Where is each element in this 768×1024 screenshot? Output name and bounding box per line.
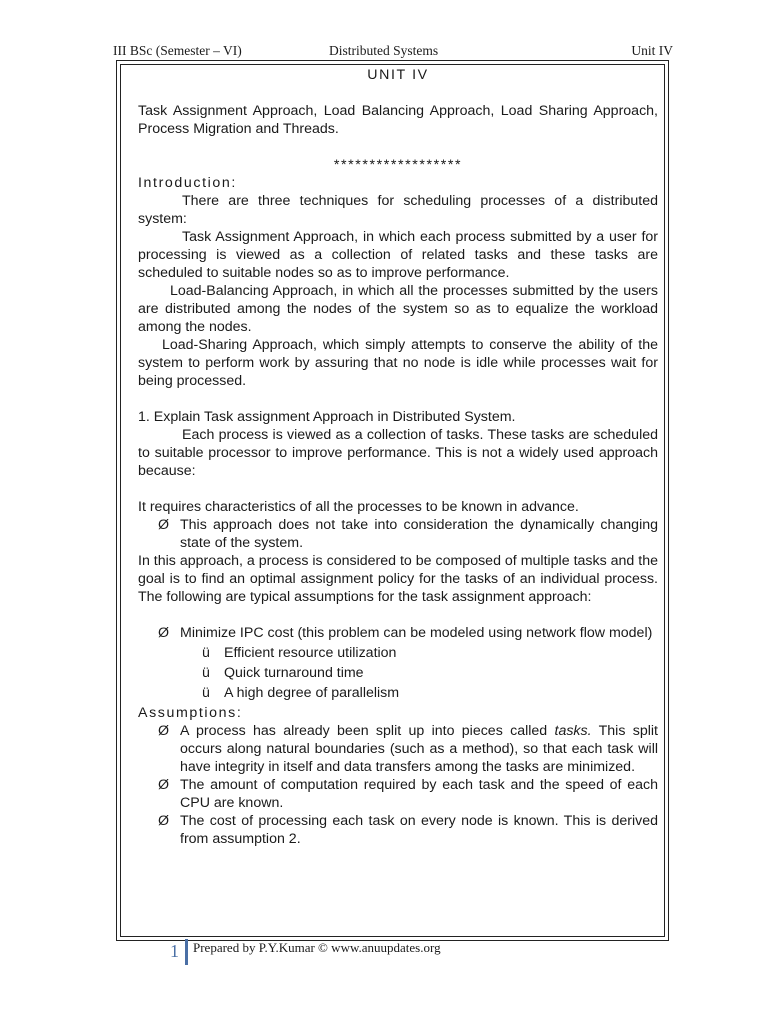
intro-paragraph-2: Task Assignment Approach, in which each process submitted by a user for processing is viewed as a collection of related tasks and these tasks are scheduled to suitable nodes so as to improve performance. xyxy=(138,229,658,281)
bullet-icon: Ø xyxy=(158,777,170,793)
page-content xyxy=(138,64,658,848)
topics-line: Task Assignment Approach, Load Balancing Approach, Load Sharing Approach, Process Migration and Threads. xyxy=(138,103,658,137)
header-subject: Distributed Systems xyxy=(329,43,439,58)
assumption-3: The cost of processing each task on every node is known. This is derived from assumption 2. xyxy=(180,813,658,847)
check-icon: ü xyxy=(202,645,210,661)
check-icon: ü xyxy=(202,665,210,681)
check-icon: ü xyxy=(202,685,210,701)
sub-list-item xyxy=(138,644,658,662)
assumption-1-text-rest: This split occurs along natural boundaries (such as a method), so that each task will have integrity in itself and data transfers among the tasks are minimized. xyxy=(180,723,658,775)
bullet-icon: Ø xyxy=(158,625,170,641)
unit-title: UNIT IV xyxy=(367,67,429,83)
sub-item-text: Quick turnaround time xyxy=(224,665,364,681)
assumptions-heading: Assumptions: xyxy=(138,705,243,721)
question-1-heading: 1. Explain Task assignment Approach in Distributed System. xyxy=(138,409,516,425)
list-item xyxy=(138,776,658,812)
separator: ****************** xyxy=(333,157,463,173)
intro-paragraph-3: Load-Balancing Approach, in which all the processes submitted by the users are distributed among the nodes of the system so as to equalize the workload among the nodes. xyxy=(138,283,658,335)
list-item xyxy=(138,516,658,552)
running-header xyxy=(113,43,673,61)
page-footer xyxy=(170,937,590,967)
sub-list-item xyxy=(138,684,658,702)
page-number: 1 xyxy=(170,941,179,961)
question-1-paragraph-1: Each process is viewed as a collection of tasks. These tasks are scheduled to suitable processor to improve performance. This is not a widely used approach because: xyxy=(138,427,658,479)
footer-credit: Prepared by P.Y.Kumar © www.anuupdates.org xyxy=(193,940,441,955)
question-1-paragraph-3: In this approach, a process is considered to be composed of multiple tasks and the goal is to find an optimal assignment policy for the tasks of an individual process. The following are typical assumptions for the task assignment approach: xyxy=(138,553,658,605)
bullet-icon: Ø xyxy=(158,517,170,533)
intro-paragraph-1: There are three techniques for scheduling processes of a distributed system: xyxy=(138,193,658,227)
bullet-icon: Ø xyxy=(158,723,170,739)
intro-heading: Introduction: xyxy=(138,175,237,191)
assumption-1 xyxy=(180,722,658,776)
list-item xyxy=(138,624,658,642)
bullet-text: This approach does not take into consideration the dynamically changing state of the system. xyxy=(180,517,658,551)
sub-list-item xyxy=(138,664,658,682)
assumption-1-emphasis: tasks. xyxy=(554,723,592,739)
header-course: III BSc (Semester – VI) xyxy=(113,43,242,58)
bullet-text: Minimize IPC cost (this problem can be modeled using network flow model) xyxy=(180,625,653,641)
assumption-2: The amount of computation required by each task and the speed of each CPU are known. xyxy=(180,777,658,811)
assumption-1-text: A process has already been split up into pieces called xyxy=(180,723,555,739)
footer-divider xyxy=(185,939,188,965)
bullet-icon: Ø xyxy=(158,813,170,829)
header-unit: Unit IV xyxy=(631,43,673,58)
question-1-paragraph-2: It requires characteristics of all the processes to be known in advance. xyxy=(138,499,579,515)
intro-paragraph-4: Load-Sharing Approach, which simply attempts to conserve the ability of the system to perform work by assuring that no node is idle while processes wait for being processed. xyxy=(138,337,658,389)
sub-item-text: A high degree of parallelism xyxy=(224,685,400,701)
list-item xyxy=(138,812,658,848)
sub-item-text: Efficient resource utilization xyxy=(224,645,397,661)
list-item xyxy=(138,722,658,776)
